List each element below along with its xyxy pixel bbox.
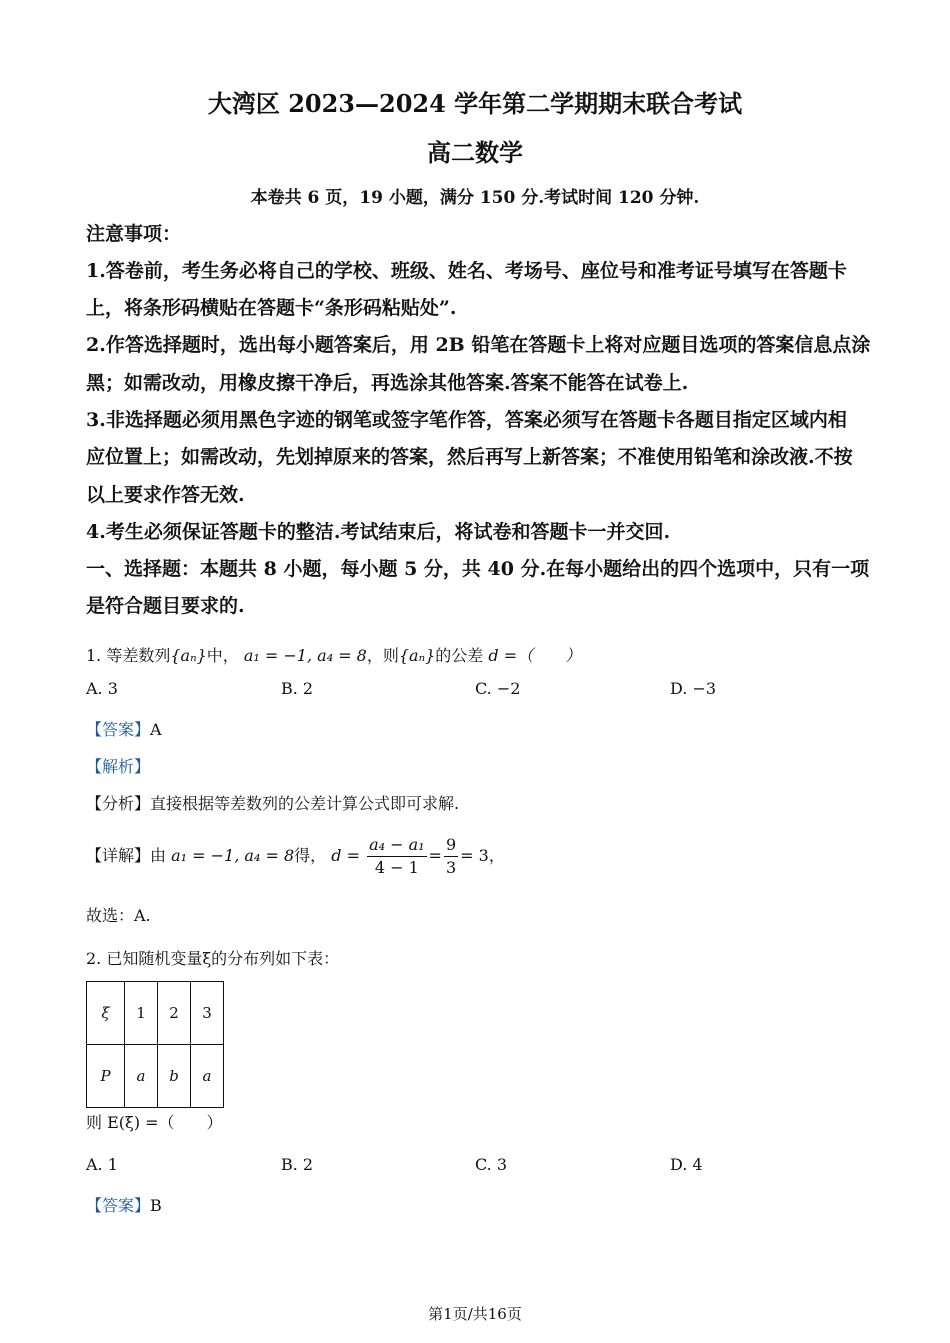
subject-title: 高二数学 bbox=[427, 138, 523, 167]
q1-detail: 【详解】由 a₁ = −1, a₄ = 8得， d = $\frac{\text{a₄ − a₁}}{4 - 1}$ = $\frac{9}{3}$ = 3， bbox=[86, 835, 505, 877]
table-cell: 2 bbox=[158, 982, 191, 1045]
table-row bbox=[87, 1045, 224, 1108]
note-1-line-1: 1.答卷前，考生务必将自己的学校、班级、姓名、考场号、座位号和准考证号填写在答题卡 bbox=[86, 260, 847, 282]
note-1-line-2: 上，将条形码横贴在答题卡“条形码粘贴处”. bbox=[86, 297, 457, 319]
note-3-line-3: 以上要求作答无效. bbox=[86, 484, 245, 506]
difference-fraction: $\frac{\text{a₄ − a₁}}{4 - 1}$ bbox=[369, 835, 425, 877]
notes-heading: 注意事项： bbox=[86, 223, 182, 245]
q2-option-b: B. 2 bbox=[281, 1155, 314, 1174]
q1-analysis-label: 【解析】 bbox=[86, 757, 151, 776]
q1-option-c: C. −2 bbox=[475, 679, 521, 698]
table-row bbox=[87, 982, 224, 1045]
question-1-stem: 1. 等差数列{aₙ}中， a₁ = −1, a₄ = 8，则{aₙ}的公差 d =（ ） bbox=[86, 646, 582, 665]
q1-option-b: B. 2 bbox=[281, 679, 314, 698]
table-cell: 3 bbox=[191, 982, 224, 1045]
page-number: 第1页/共16页 bbox=[428, 1305, 522, 1323]
sequence-symbol: {aₙ} bbox=[170, 646, 207, 665]
q1-conclusion: 故选：A. bbox=[86, 906, 151, 925]
note-2-line-2: 黑；如需改动，用橡皮擦干净后，再选涂其他答案.答案不能答在试卷上. bbox=[86, 372, 689, 394]
q1-option-d: D. −3 bbox=[670, 679, 717, 698]
table-cell: a bbox=[125, 1045, 158, 1108]
table-cell: ξ bbox=[87, 982, 125, 1045]
note-3-line-1: 3.非选择题必须用黑色字迹的钢笔或签字笔作答，答案必须写在答题卡各题目指定区域内相 bbox=[86, 409, 847, 431]
q2-option-c: C. 3 bbox=[475, 1155, 508, 1174]
q1-answer: 【答案】A bbox=[86, 720, 162, 739]
q1-d-blank: d =（ ） bbox=[488, 646, 582, 665]
note-4: 4.考生必须保证答题卡的整洁.考试结束后，将试卷和答题卡一并交回. bbox=[86, 521, 671, 543]
q2-option-a: A. 1 bbox=[86, 1155, 118, 1174]
section-1-line-1: 一、选择题：本题共 8 小题，每小题 5 分，共 40 分.在每小题给出的四个选项中，只有一项 bbox=[86, 558, 870, 580]
distribution-table bbox=[86, 981, 224, 1108]
section-1-line-2: 是符合题目要求的. bbox=[86, 595, 245, 617]
table-cell: P bbox=[87, 1045, 125, 1108]
q2-option-d: D. 4 bbox=[670, 1155, 703, 1174]
result-fraction: $\frac{9}{3}$ bbox=[445, 835, 457, 877]
q2-answer: 【答案】B bbox=[86, 1196, 162, 1215]
q1-option-a: A. 3 bbox=[86, 679, 118, 698]
table-cell: 1 bbox=[125, 982, 158, 1045]
exam-title: 大湾区 2023—2024 学年第二学期期末联合考试 bbox=[207, 89, 743, 118]
table-cell: a bbox=[191, 1045, 224, 1108]
note-2-line-1: 2.作答选择题时，选出每小题答案后，用 2B 铅笔在答题卡上将对应题目选项的答案信息点涂 bbox=[86, 334, 871, 356]
question-2-stem: 2. 已知随机变量ξ的分布列如下表： bbox=[86, 949, 340, 968]
q1-condition: a₁ = −1, a₄ = 8 bbox=[243, 646, 367, 665]
note-3-line-2: 应位置上；如需改动，先划掉原来的答案，然后再写上新答案；不准使用铅笔和涂改液.不按 bbox=[86, 446, 853, 468]
q1-fenxi: 【分析】直接根据等差数列的公差计算公式即可求解. bbox=[86, 794, 460, 813]
q2-question: 则 E(ξ) =（ ） bbox=[86, 1113, 223, 1132]
table-cell: b bbox=[158, 1045, 191, 1108]
exam-info: 本卷共 6 页，19 小题，满分 150 分.考试时间 120 分钟. bbox=[250, 188, 700, 208]
